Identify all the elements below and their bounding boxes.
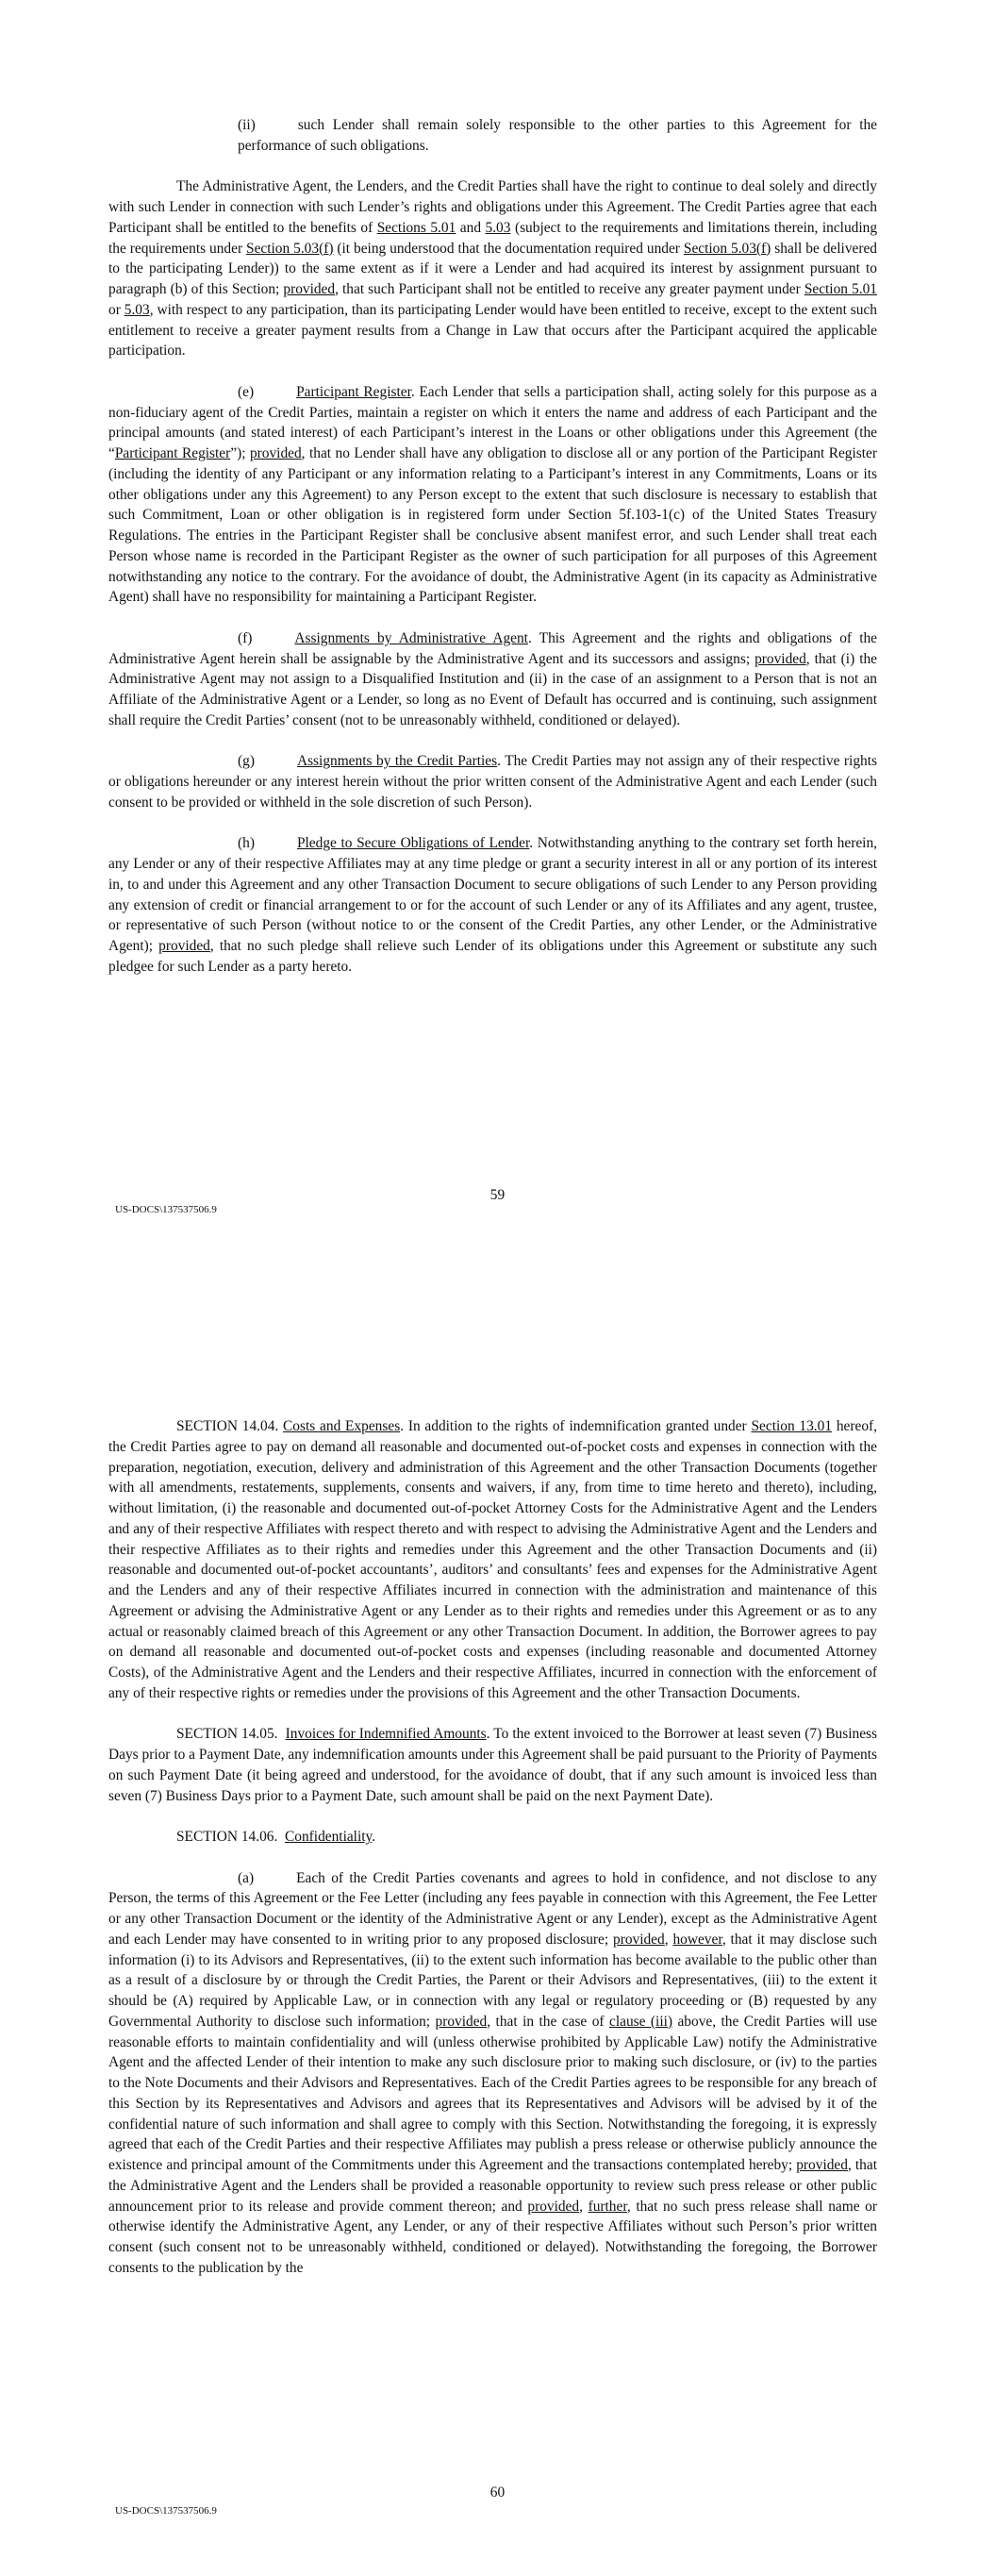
clause-label: (g)	[238, 753, 255, 770]
text-run: , that it may disclose such information (i) to its Advisors and Representatives, (ii) to the extent such information has become available to the public other than as a result of a disclosure by or through the Credit Parties, the Parent or their Advisors and Representatives, (iii) to the extent it should be (A) required by Applicable Law, or in connection with any legal or regulatory proceeding or (B) requested by any Governmental Authority to disclose such information;	[108, 1931, 877, 2030]
text-run: or	[108, 301, 124, 318]
text-run: , that in the case of	[487, 2013, 610, 2030]
text-run: . Notwithstanding anything to the contrary set forth herein, any Lender or any of their respective Affiliates may at any time pledge or grant a security interest in all or any portion of its interest in, to and under this Agreement and any other Transaction Document to secure obligations of such Lender to any Person providing any extension of credit or financial arrangement to or for the account of such Lender or any of its Affiliates and any agent, trustee, or representative of such Person (without notice to or the consent of the Credit Parties, any other Lender, or the Administrative Agent);	[108, 835, 877, 954]
emphasis-provided: provided	[283, 281, 336, 297]
section-14-05-invoices	[108, 1724, 877, 1806]
emphasis-provided: provided	[796, 2157, 848, 2173]
document-id-footer: US-DOCS\137537506.9	[115, 2505, 217, 2517]
page-number: 59	[489, 1187, 506, 1203]
section-14-06-confidentiality	[108, 1827, 877, 1848]
text-run: . The Credit Parties may not assign any of their respective rights or obligations hereunder or any interest herein without the prior written consent of the Administrative Agent and each Lender (such consent to be provided or withheld in the sole discretion of such Person).	[108, 753, 877, 811]
clause-f-assignments-by-agent	[108, 628, 877, 731]
text-run: , that no such press release shall name or otherwise identify the Administrative Agent, any Lender, or any of their respective Affiliates without such Person’s prior written consent (such consent not to be unreasonably withheld, conditioned or delayed). Notwithstanding the foregoing, the Borrower consents to the publication by the	[108, 2198, 877, 2276]
text-run: hereof, the Credit Parties agree to pay on demand all reasonable and documented out-of-pocket costs and expenses in connection with the preparation, negotiation, execution, delivery and administration of this Agreement and the other Transaction Documents (together with all amendments, restatements, supplements, consents and waivers, if any, from time to time hereto and thereto), including, without limitation, (i) the reasonable and documented out-of-pocket Attorney Costs for the Administrative Agent and the Lenders and any of their respective Affiliates with respect thereto and with respect to advising the Administrative Agent and the Lenders and their respective Affiliates as to their rights and remedies under this Agreement and the other Transaction Documents and (ii) reasonable and documented out-of-pocket accountants’, auditors’ and consultants’ fees and expenses for the Administrative Agent and the Lenders and any of their respective Affiliates incurred in connection with the administration and maintenance of this Agreement or advising the Administrative Agent or any Lender as to their rights and remedies under this Agreement or as to any actual or reasonably claimed breach of this Agreement or any other Transaction Document. In addition, the Borrower agrees to pay on demand all reasonable and documented out-of-pocket costs and expenses (including reasonable and documented Attorney Costs), of the Administrative Agent and the Lenders and their respective Affiliates, incurred in connection with the enforcement of any of their respective rights or remedies under the provisions of this Agreement and the other Transaction Documents.	[108, 1418, 878, 1701]
cross-reference-link[interactable]: Section 5.01	[804, 281, 877, 297]
clause-heading: Pledge to Secure Obligations of Lender	[296, 835, 530, 852]
text-run: ”);	[230, 445, 250, 461]
clause-a-confidentiality	[108, 1868, 877, 2279]
cross-reference-link[interactable]: Section 5.03(f)	[246, 240, 334, 257]
section-label: SECTION 14.04.	[176, 1418, 279, 1434]
emphasis-provided: provided	[527, 2198, 580, 2215]
text-run: . In addition to the rights of indemnification granted under	[400, 1418, 752, 1434]
emphasis-provided: provided	[755, 650, 806, 667]
text-run: above, the Credit Parties will use reasonable efforts to maintain confidentiality and will (unless otherwise prohibited by Applicable Law) notify the Administrative Agent and the affected Lender of their intention to make any such disclosure prior to making such disclosure, or (iv) to the parties to the Note Documents and their Advisors and Representatives. Each of the Credit Parties agrees to be responsible for any breach of this Section by its Representatives and Advisors and agrees that its Representatives and Advisors will be advised by it of the confidential nature of such information and shall agree to comply with this Section. Notwithstanding the foregoing, it is expressly agreed that each of the Credit Parties and their respective Affiliates may publish a press release or otherwise publicly announce the existence and principal amount of the Commitments under this Agreement and the transactions contemplated hereby;	[108, 2013, 877, 2173]
section-label: SECTION 14.06.	[176, 1829, 278, 1845]
text-run: . This Agreement and the rights and obligations of the Administrative Agent herein shall be assignable by the Administrative Agent and its successors and assigns;	[108, 629, 877, 667]
text-run: , that no Lender shall have any obligation to disclose all or any portion of the Participant Register (including the identity of any Participant or any information relating to a Participant’s interest in any Commitments, Loans or its other obligations under any this Agreement) to any Person except to the extent that such disclosure is necessary to establish that such Commitment, Loan or other obligation is in registered form under Section 5f.103-1(c) of the United States Treasury Regulations. The entries in the Participant Register shall be conclusive absent manifest error, and such Lender shall treat each Person whose name is recorded in the Participant Register as the owner of such participation for all purposes of this Agreement notwithstanding any notice to the contrary. For the avoidance of doubt, the Administrative Agent (in its capacity as Administrative Agent) shall have no responsibility for maintaining a Participant Register.	[108, 445, 877, 606]
clause-label: (ii)	[238, 117, 256, 133]
clause-text: such Lender shall remain solely responsible to the other parties to this Agreement for the performance of such obligations.	[238, 117, 877, 154]
document-page-60	[0, 1288, 995, 2576]
clause-e-participant-register	[108, 382, 877, 608]
section-heading: Invoices for Indemnified Amounts	[285, 1726, 487, 1743]
cross-reference-link[interactable]: Section 5.03(f)	[683, 240, 771, 257]
clause-heading: Participant Register	[296, 383, 411, 400]
clause-heading: Assignments by the Credit Parties	[296, 753, 498, 770]
text-run: , that no such pledge shall relieve such Lender of its obligations under this Agreement or substitute any such pledgee for such Lender as a party hereto.	[108, 938, 877, 975]
emphasis-however: however	[672, 1931, 722, 1948]
emphasis-provided: provided	[158, 938, 210, 954]
text-run: .	[372, 1829, 376, 1845]
page-body	[108, 115, 877, 997]
clause-h-pledge	[108, 833, 877, 977]
section-heading: Costs and Expenses	[283, 1418, 401, 1434]
text-run: ,	[664, 1931, 673, 1948]
emphasis-provided: provided	[249, 445, 302, 461]
clause-label: (e)	[238, 383, 255, 400]
text-run: ,	[579, 2198, 589, 2215]
clause-label: (a)	[238, 1869, 255, 1886]
section-label: SECTION 14.05.	[176, 1726, 278, 1743]
clause-g-assignments-by-credit-parties	[108, 751, 877, 812]
section-14-04-costs-and-expenses	[108, 1416, 877, 1704]
text-run: shall be delivered to the participating Lender)) to the same extent as if it were a Lender and had acquired its interest by assignment pursuant to paragraph (b) of this Section;	[108, 240, 877, 297]
defined-term: Participant Register	[114, 445, 231, 461]
text-run: , with respect to any participation, than its participating Lender would have been entitled to receive, except to the extent such entitlement to receive a greater payment results from a Change in Law that occurs after the Participant acquired the applicable participation.	[108, 301, 877, 360]
text-run: , that (i) the Administrative Agent may not assign to a Disqualified Institution and (ii) in the case of an assignment to a Person that is not an Affiliate of the Administrative Agent or a Lender, so long as no Event of Default has occurred and is continuing, such assignment shall require the Credit Parties’ consent (not to be unreasonably withheld, conditioned or delayed).	[108, 650, 877, 728]
clause-label: (f)	[238, 629, 253, 646]
text-run: (it being understood that the documentation required under	[333, 240, 684, 257]
text-run: , that the Administrative Agent and the Lenders shall be provided a reasonable opportunity to review such press release or other public announcement prior to its release and provide comment thereon; and	[108, 2157, 877, 2215]
text-run: The Administrative Agent, the Lenders, and the Credit Parties shall have the right to continue to deal solely and directly with such Lender in connection with such Lender’s rights and obligations under this Agreement. The Credit Parties agree that each Participant shall be entitled to the benefits of	[108, 178, 877, 236]
cross-reference-link[interactable]: clause (iii)	[609, 2013, 673, 2030]
emphasis-provided: provided	[435, 2013, 488, 2030]
cross-reference-link[interactable]: Sections 5.01	[376, 219, 456, 236]
emphasis-further: further	[588, 2198, 627, 2215]
cross-reference-link[interactable]: 5.03	[124, 301, 150, 318]
emphasis-provided: provided	[613, 1931, 665, 1948]
text-run: , that such Participant shall not be entitled to receive any greater payment under	[335, 281, 804, 297]
clause-ii	[238, 115, 877, 157]
clause-heading: Assignments by Administrative Agent	[294, 629, 528, 646]
paragraph-continue-dealing	[108, 176, 877, 361]
document-id-footer: US-DOCS\137537506.9	[115, 1204, 217, 1215]
text-run: Each of the Credit Parties covenants and agrees to hold in confidence, and not disclose to any Person, the terms of this Agreement or the Fee Letter (including any fees payable in connection with this Agreement, the Fee Letter or any other Transaction Document or the identity of the Administrative Agent or any Lender), except as the Administrative Agent and each Lender may have consented to in writing prior to any proposed disclosure;	[108, 1869, 877, 1948]
section-heading: Confidentiality	[285, 1829, 373, 1845]
text-run: and	[456, 219, 486, 236]
clause-label: (h)	[238, 835, 255, 852]
page-body	[108, 1416, 877, 2299]
text-run: (subject to the requirements and limitations therein, including the requirements under	[108, 219, 878, 257]
cross-reference-link[interactable]: Section 13.01	[751, 1418, 833, 1434]
page-number: 60	[489, 2484, 506, 2501]
text-run: . Each Lender that sells a participation shall, acting solely for this purpose as a non-fiduciary agent of the Credit Parties, maintain a register on which it enters the name and address of each Participant and the principal amounts (and stated interest) of each Participant’s interest in the Loans or other obligations under this Agreement (the “	[108, 383, 877, 461]
cross-reference-link[interactable]: 5.03	[485, 219, 511, 236]
text-run: . To the extent invoiced to the Borrower at least seven (7) Business Days prior to a Payment Date, any indemnification amounts under this Agreement shall be paid pursuant to the Priority of Payments on such Payment Date (it being agreed and understood, for the avoidance of doubt, that if any such amount is invoiced less than seven (7) Business Days prior to a Payment Date, such amount shall be paid on the next Payment Date).	[108, 1726, 877, 1804]
